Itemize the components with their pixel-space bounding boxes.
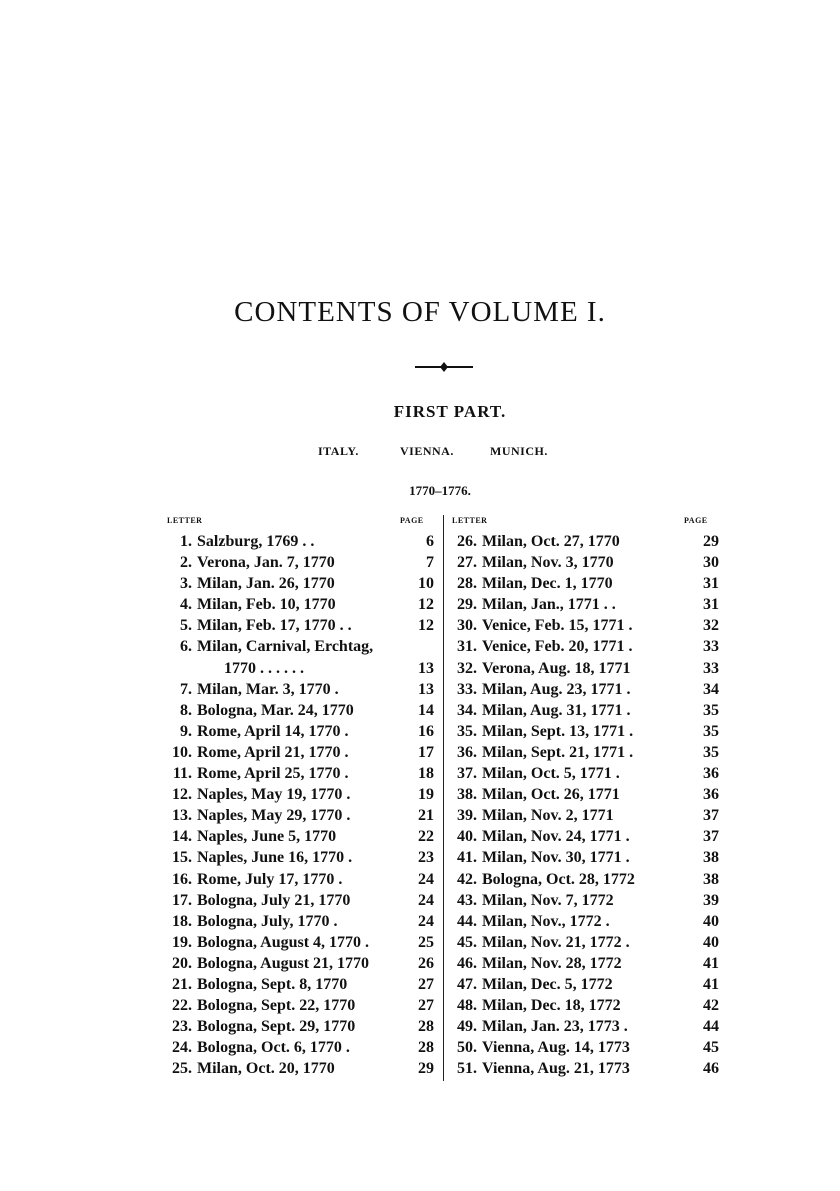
toc-entry <box>164 573 434 594</box>
toc-entry <box>164 953 434 974</box>
letter-title: Milan, Oct. 5, 1771 . <box>482 765 620 783</box>
page-number: 13 <box>418 659 434 677</box>
page-number: 45 <box>703 1039 719 1057</box>
page-number: 24 <box>418 912 434 930</box>
letter-number: 36. <box>457 743 477 761</box>
left-page-header: PAGE <box>400 516 424 525</box>
toc-entry <box>449 552 721 573</box>
page-number: 39 <box>703 891 719 909</box>
letter-title: Venice, Feb. 15, 1771 . <box>482 617 633 635</box>
letter-number: 9. <box>180 722 192 740</box>
toc-entry <box>449 700 721 721</box>
letter-title: Milan, Oct. 27, 1770 <box>482 533 620 550</box>
letter-title: Milan, Aug. 23, 1771 . <box>482 680 631 698</box>
toc-entry <box>449 742 721 763</box>
letter-number: 39. <box>457 807 477 825</box>
page-number: 21 <box>418 807 434 825</box>
page-number: 36 <box>703 786 719 804</box>
letter-number: 10. <box>172 743 192 761</box>
toc-entry <box>449 1016 721 1037</box>
page-number: 44 <box>703 1018 719 1036</box>
letter-number: 2. <box>180 554 192 572</box>
letter-number: 20. <box>172 954 192 972</box>
letter-title: Milan, Dec. 1, 1770 <box>482 575 613 593</box>
letter-number: 21. <box>172 975 192 993</box>
right-letter-header: LETTER <box>452 516 488 525</box>
toc-entry <box>164 1037 434 1058</box>
letter-title: Milan, Nov. 21, 1772 . <box>482 933 630 951</box>
toc-entry <box>164 805 434 826</box>
toc-entry <box>449 890 721 911</box>
letter-number: 13. <box>172 807 192 825</box>
page-number: 12 <box>418 596 434 614</box>
letter-title: Milan, Carnival, Erchtag, <box>197 638 374 656</box>
letter-title: Naples, May 19, 1770 . <box>197 786 351 804</box>
page-number: 40 <box>703 933 719 951</box>
column-divider <box>443 515 444 1081</box>
letter-number: 16. <box>172 870 192 888</box>
letter-number: 4. <box>180 596 192 614</box>
letter-title: Milan, Nov., 1772 . <box>482 912 610 930</box>
letter-title: Bologna, July, 1770 . <box>197 912 338 930</box>
toc-entry <box>164 784 434 805</box>
letter-number: 22. <box>172 997 192 1015</box>
letter-number: 34. <box>457 701 477 719</box>
letter-title: Vienna, Aug. 21, 1773 <box>482 1060 630 1078</box>
page-number: 23 <box>418 849 434 867</box>
letter-number: 49. <box>457 1018 477 1036</box>
page-number: 28 <box>418 1018 434 1036</box>
letter-title: Milan, Jan. 26, 1770 <box>197 575 335 593</box>
place-munich: MUNICH. <box>490 444 548 458</box>
letter-number: 3. <box>180 575 192 593</box>
letter-title: Salzburg, 1769 . . <box>197 533 315 550</box>
letter-title: Bologna, July 21, 1770 <box>197 891 351 909</box>
page-number: 12 <box>418 617 434 635</box>
letter-number: 43. <box>457 891 477 909</box>
letter-title: Naples, June 16, 1770 . <box>197 849 353 867</box>
letter-number: 11. <box>172 765 192 783</box>
page-number: 22 <box>418 828 434 846</box>
letter-number: 31. <box>457 638 477 656</box>
page-number: 10 <box>418 575 434 593</box>
page-title: CONTENTS OF VOLUME I. <box>234 296 606 328</box>
toc-entry <box>164 995 434 1016</box>
page-number: 33 <box>703 659 719 677</box>
page-number: 16 <box>418 722 434 740</box>
page-number: 35 <box>703 701 719 719</box>
toc-entry <box>164 615 434 636</box>
letter-title: Bologna, Sept. 22, 1770 <box>197 997 356 1015</box>
toc-entry <box>449 573 721 594</box>
page-number: 38 <box>703 870 719 888</box>
letter-title: Bologna, August 21, 1770 <box>197 954 370 972</box>
toc-entry <box>164 1058 434 1079</box>
toc-entry <box>164 826 434 847</box>
letter-number: 37. <box>457 765 477 783</box>
letter-number: 42. <box>457 870 477 888</box>
letter-title: Milan, Aug. 31, 1771 . <box>482 701 631 719</box>
letter-number: 7. <box>180 680 192 698</box>
ornament-divider-icon <box>415 360 473 374</box>
toc-entry <box>449 911 721 932</box>
letter-title: Vienna, Aug. 14, 1773 <box>482 1039 630 1057</box>
page-number: 33 <box>703 638 719 656</box>
letter-title: Naples, May 29, 1770 . <box>197 807 351 825</box>
page-number: 28 <box>418 1039 434 1057</box>
toc-entry <box>164 658 434 679</box>
letter-number: 46. <box>457 954 477 972</box>
letter-number: 1. <box>180 533 192 550</box>
toc-entry <box>449 636 721 657</box>
letter-title: Milan, Dec. 18, 1772 <box>482 997 621 1015</box>
letter-title: Rome, April 14, 1770 . <box>197 722 349 740</box>
letter-number: 17. <box>172 891 192 909</box>
toc-entry <box>449 658 721 679</box>
toc-entry <box>164 763 434 784</box>
letter-title: Rome, July 17, 1770 . <box>197 870 343 888</box>
toc-entry <box>164 552 434 573</box>
letter-title: Bologna, Sept. 29, 1770 <box>197 1018 356 1036</box>
letter-number: 14. <box>172 828 192 846</box>
toc-entry <box>449 721 721 742</box>
toc-entry <box>449 953 721 974</box>
letter-number: 8. <box>180 701 192 719</box>
letter-title: Milan, Nov. 30, 1771 . <box>482 849 630 867</box>
toc-entry <box>449 1037 721 1058</box>
toc-entry <box>449 594 721 615</box>
letter-title: Milan, Nov. 2, 1771 <box>482 807 614 825</box>
page-number: 29 <box>703 533 719 550</box>
toc-entry <box>164 911 434 932</box>
page-number: 42 <box>703 997 719 1015</box>
toc-entry <box>449 974 721 995</box>
letter-number: 44. <box>457 912 477 930</box>
toc-entry <box>164 932 434 953</box>
letter-number: 12. <box>172 786 192 804</box>
letter-number: 23. <box>172 1018 192 1036</box>
page-number: 13 <box>418 680 434 698</box>
toc-entry <box>449 531 721 552</box>
letter-title: Milan, Oct. 20, 1770 <box>197 1060 335 1078</box>
letter-number: 45. <box>457 933 477 951</box>
letter-title: Milan, Jan. 23, 1773 . <box>482 1018 628 1036</box>
letter-title: Venice, Feb. 20, 1771 . <box>482 638 633 656</box>
letter-title: Bologna, Mar. 24, 1770 <box>197 701 354 719</box>
letter-title: Milan, Feb. 17, 1770 . . <box>197 617 352 635</box>
letter-number: 33. <box>457 680 477 698</box>
page-number: 41 <box>703 975 719 993</box>
letter-number: 26. <box>457 533 477 550</box>
page-number: 38 <box>703 849 719 867</box>
right-page-header: PAGE <box>684 516 708 525</box>
page-number: 6 <box>426 533 434 550</box>
letter-title: Milan, Jan., 1771 . . <box>482 596 616 614</box>
letter-title: Milan, Feb. 10, 1770 <box>197 596 336 614</box>
toc-entry <box>449 826 721 847</box>
letter-title: 1770 . . . . . . <box>224 659 304 677</box>
page-number: 46 <box>703 1060 719 1078</box>
letter-number: 15. <box>172 849 192 867</box>
page-number: 34 <box>703 680 719 698</box>
letter-title: Verona, Jan. 7, 1770 <box>197 554 335 572</box>
letter-number: 28. <box>457 575 477 593</box>
place-italy: ITALY. <box>318 444 359 458</box>
letter-number: 32. <box>457 659 477 677</box>
letter-number: 50. <box>457 1039 477 1057</box>
page-number: 32 <box>703 617 719 635</box>
letter-title: Milan, Nov. 24, 1771 . <box>482 828 630 846</box>
toc-entry <box>449 805 721 826</box>
page-number: 27 <box>418 997 434 1015</box>
page-number: 40 <box>703 912 719 930</box>
letter-title: Bologna, Oct. 28, 1772 <box>482 870 635 888</box>
letter-number: 24. <box>172 1039 192 1057</box>
page-number: 7 <box>426 554 434 572</box>
page-number: 37 <box>703 828 719 846</box>
page-number: 35 <box>703 743 719 761</box>
page-number: 25 <box>418 933 434 951</box>
place-vienna: VIENNA. <box>400 444 454 458</box>
letter-title: Naples, June 5, 1770 <box>197 828 337 846</box>
letter-title: Rome, April 25, 1770 . <box>197 765 349 783</box>
page-number: 24 <box>418 891 434 909</box>
page-number: 14 <box>418 701 434 719</box>
page-number: 41 <box>703 954 719 972</box>
letter-title: Bologna, Sept. 8, 1770 <box>197 975 348 993</box>
page-number: 35 <box>703 722 719 740</box>
letter-number: 41. <box>457 849 477 867</box>
toc-entry <box>449 1058 721 1079</box>
letter-number: 19. <box>172 933 192 951</box>
letter-title: Milan, Nov. 28, 1772 <box>482 954 622 972</box>
page-number: 30 <box>703 554 719 572</box>
letter-title: Milan, Sept. 21, 1771 . <box>482 743 634 761</box>
page-number: 29 <box>418 1060 434 1078</box>
letter-title: Milan, Mar. 3, 1770 . <box>197 680 339 698</box>
letter-title: Rome, April 21, 1770 . <box>197 743 349 761</box>
toc-entry <box>449 869 721 890</box>
letter-number: 30. <box>457 617 477 635</box>
toc-entry <box>164 742 434 763</box>
toc-entry <box>449 995 721 1016</box>
letter-title: Milan, Oct. 26, 1771 <box>482 786 620 804</box>
left-contents-column <box>164 531 434 1079</box>
letter-number: 25. <box>172 1060 192 1078</box>
toc-entry <box>164 1016 434 1037</box>
letter-title: Verona, Aug. 18, 1771 <box>482 659 631 677</box>
toc-entry <box>164 974 434 995</box>
toc-entry <box>164 721 434 742</box>
letter-title: Milan, Nov. 7, 1772 <box>482 891 614 909</box>
year-range: 1770–1776. <box>409 483 471 498</box>
page-number: 17 <box>418 743 434 761</box>
toc-entry <box>449 784 721 805</box>
letter-number: 6. <box>180 638 192 656</box>
page-number: 31 <box>703 596 719 614</box>
letter-number: 48. <box>457 997 477 1015</box>
toc-entry <box>449 932 721 953</box>
letter-number: 5. <box>180 617 192 635</box>
toc-entry <box>449 679 721 700</box>
toc-entry <box>164 636 434 657</box>
letter-number: 35. <box>457 722 477 740</box>
toc-entry <box>164 700 434 721</box>
letter-number: 38. <box>457 786 477 804</box>
page-number: 37 <box>703 807 719 825</box>
toc-entry <box>164 847 434 868</box>
letter-number: 40. <box>457 828 477 846</box>
toc-entry <box>164 890 434 911</box>
page-number: 36 <box>703 765 719 783</box>
page-number: 26 <box>418 954 434 972</box>
toc-entry <box>164 594 434 615</box>
toc-entry <box>164 869 434 890</box>
page-number: 31 <box>703 575 719 593</box>
page-number: 27 <box>418 975 434 993</box>
page-number: 18 <box>418 765 434 783</box>
left-letter-header: LETTER <box>167 516 203 525</box>
page-number: 24 <box>418 870 434 888</box>
letter-title: Bologna, Oct. 6, 1770 . <box>197 1039 350 1057</box>
letter-number: 18. <box>172 912 192 930</box>
letter-title: Milan, Dec. 5, 1772 <box>482 975 613 993</box>
letter-title: Milan, Nov. 3, 1770 <box>482 554 614 572</box>
letter-number: 47. <box>457 975 477 993</box>
letter-number: 51. <box>457 1060 477 1078</box>
letter-number: 27. <box>457 554 477 572</box>
letter-title: Milan, Sept. 13, 1771 . <box>482 722 634 740</box>
toc-entry <box>449 615 721 636</box>
toc-entry <box>164 679 434 700</box>
toc-entry <box>164 531 434 552</box>
toc-entry <box>449 847 721 868</box>
right-contents-column <box>449 531 721 1079</box>
page-number: 19 <box>418 786 434 804</box>
letter-title: Bologna, August 4, 1770 . <box>197 933 370 951</box>
part-title: FIRST PART. <box>393 402 507 421</box>
letter-number: 29. <box>457 596 477 614</box>
toc-entry <box>449 763 721 784</box>
